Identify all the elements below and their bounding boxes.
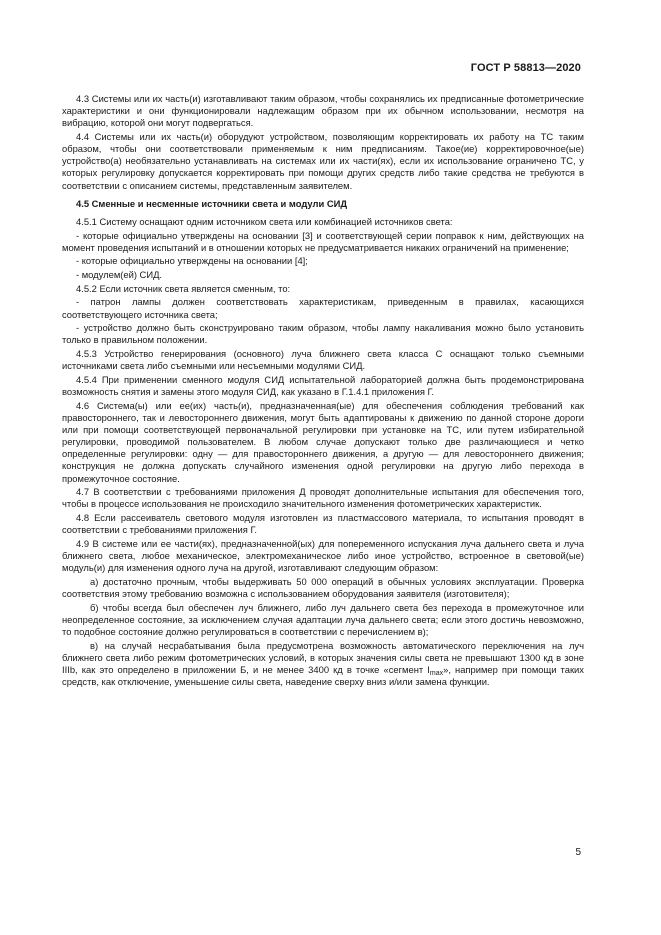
paragraph-4-5-1: 4.5.1 Систему оснащают одним источником света или комбинацией источников света: — [76, 215, 453, 227]
paragraph-4-8: 4.8 Если рассеиватель светового модуля изготовлен из пластмассового материала, то испытания проводят в соответствии с требованиями приложения Г. — [62, 512, 584, 536]
list-item: - которые официально утверждены на основании [4]; — [76, 255, 308, 267]
list-item: - модулем(ей) СИД. — [76, 269, 163, 281]
list-item-v-text: в) на случай несрабатывания была предусмотрена возможность автоматического переключения на луч ближнего света либо режим фотометрических условий, в которых значения силы света не превышают 1300 кд в зоне IIIb, как это определено в приложении Б, и не менее 3400 кд в точке «сегмент I — [62, 639, 584, 675]
paragraph-4-5-4: 4.5.4 При применении сменного модуля СИД испытательной лабораторией должна быть продемонстрирована возможность снятия и замены этого модуля СИД, как указано в Г.1.4.1 приложения Г. — [62, 373, 584, 397]
body-text — [62, 93, 584, 690]
paragraph-4-7: 4.7 В соответствии с требованиями приложения Д проводят дополнительные испытания для обеспечения того, чтобы в процессе использования не происходило значительного изменения фотометрических характеристик. — [62, 486, 584, 510]
list-item-v — [62, 640, 584, 689]
standard-header: ГОСТ Р 58813—2020 — [470, 62, 581, 74]
section-heading-4-5: 4.5 Сменные и несменные источники света и модули СИД — [76, 197, 348, 209]
list-item-a: а) достаточно прочным, чтобы выдерживать 50 000 операций в обычных условиях эксплуатации. Проверка соответствия этому требованию возможна с использованием оборудования заявителя (изготовителя); — [62, 575, 584, 599]
paragraph-4-6: 4.6 Система(ы) или ее(их) часть(и), предназначенная(ые) для обеспечения соблюдения требований как правостороннего, так и левостороннего движения, могут быть адаптированы к движению по данной стороне дороги или при помощи соответствующей первоначальной регулировки при установке на ТС, или путем избирательной регулировки, проводимой пользователем. В любом случае допускают только две различающиеся и четко определенные регулировки: одну — для правостороннего движения, а другую — для левостороннего движения; конструкция не должна допускать случайного изменения одной регулировки на другую либо перехода в промежуточное состояние. — [62, 399, 584, 484]
paragraph-4-3: 4.3 Системы или их часть(и) изготавливают таким образом, чтобы сохранялись их предписанные фотометрические характеристики и они функционировали надлежащим образом при их обычном использовании, несмотря на вибрацию, которой они могут подвергаться. — [62, 93, 584, 129]
paragraph-4-5-2: 4.5.2 Если источник света является сменным, то: — [76, 282, 291, 294]
paragraph-4-9: 4.9 В системе или ее части(ях), предназначенной(ых) для попеременного испускания луча дальнего света и луча ближнего света, любое механическое, электромеханическое либо иное устройство, встроенное в световой(ые) модуль(и) для изменения одного луча на другой, изготавливают следующим образом: — [62, 537, 584, 574]
paragraph-4-5-3: 4.5.3 Устройство генерирования (основного) луча ближнего света класса С оснащают только съемными источниками света либо съемными или несъемными модулями СИД. — [62, 347, 584, 372]
subscript-max: max — [429, 669, 444, 677]
list-item: - которые официально утверждены на основании [3] и соответствующей серии поправок к ним, действующих на момент проведения испытаний и в отношении которых не предусматривается никаких ограничений на применение; — [62, 229, 584, 253]
list-item-b: б) чтобы всегда был обеспечен луч ближнего, либо луч дальнего света без перехода в промежуточное или неопределенное состояние, за исключением случая адаптации луча дальнего света; если этого достичь невозможно, то подобное состояние должно регулироваться в соответствии с перечислением в); — [62, 601, 584, 637]
list-item: - устройство должно быть сконструировано таким образом, чтобы лампу накаливания можно было установить только в правильном положении. — [62, 322, 584, 346]
list-item: - патрон лампы должен соответствовать характеристикам, приведенным в правилах, касающихся соответствующего источника света; — [62, 296, 584, 320]
list-item-v-text-end: », например при помощи таких средств, как отключение, уменьшение силы света, наведение сверху вниз и/или замена функции. — [62, 663, 584, 688]
page-number: 5 — [575, 847, 581, 858]
paragraph-4-4: 4.4 Системы или их часть(и) оборудуют устройством, позволяющим корректировать их работу на ТС таким образом, чтобы они соответствовали применяемым к ним предписаниям. Такое(ие) корректировочное(ые) устройство(а) необязательно устанавливать на системах или их части(ях), если их использование ограничено ТС, у которых регулировку допускается корректировать при помощи других средств либо такие средства не требуются в соответствии с описанием системы, представленным заявителем. — [62, 130, 584, 191]
